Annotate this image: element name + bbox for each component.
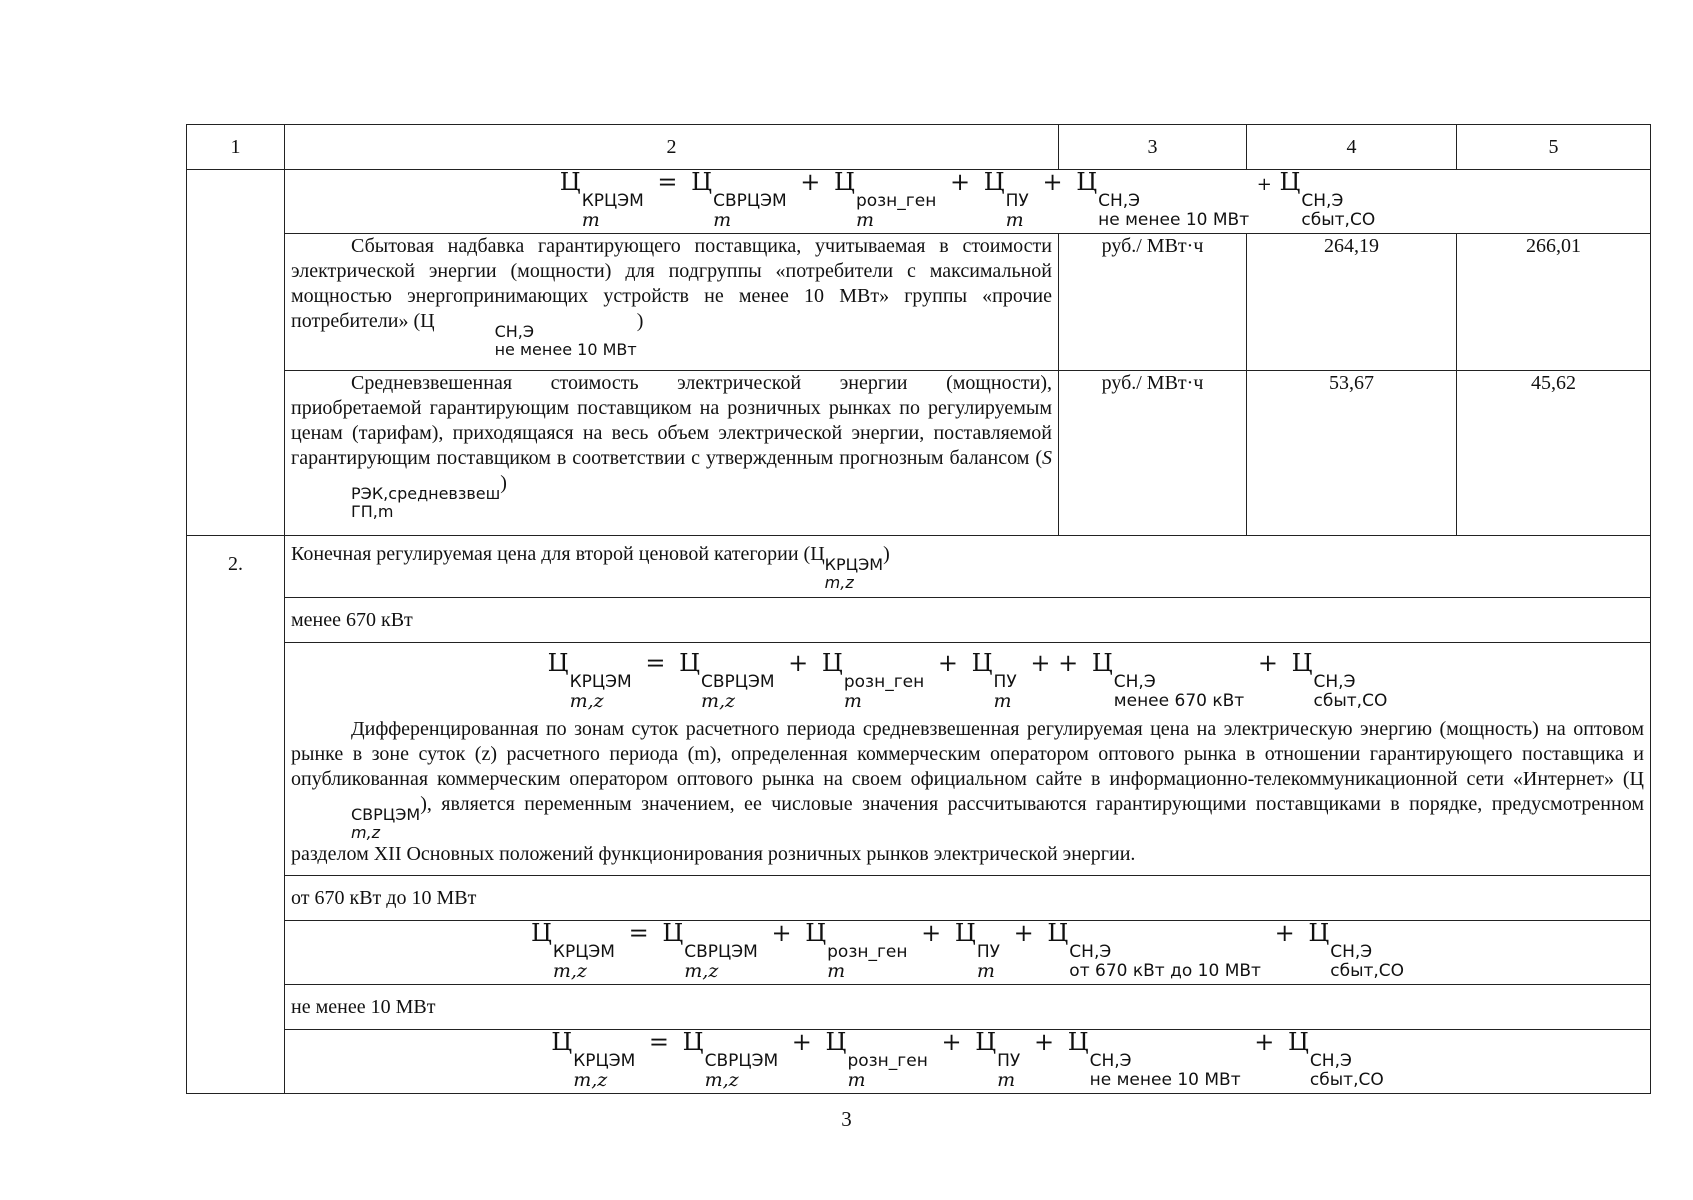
band-less-670-label-row (187, 598, 1651, 643)
header-col-2: 2 (285, 125, 1059, 170)
markup-value-col4: 264,19 (1247, 234, 1457, 371)
band-less-670-formula-row (187, 643, 1651, 876)
header-col-1: 1 (187, 125, 285, 170)
header-col-4: 4 (1247, 125, 1457, 170)
weighted-cost-description: Средневзвешенная стоимость электрической энергии (мощности), приобретаемой гарантирующим поставщиком на розничных рынках по регулируемым ценам (тарифам), приходящаяся на весь объем электрической энергии, поставляемой гарантирующим поставщиком в соответствии с утвержденным прогнозным балансом (S РЭК,средневзвеш ГП,m ) (285, 371, 1059, 536)
band-not-less-10-label: не менее 10 МВт (285, 985, 1651, 1030)
header-col-5: 5 (1457, 125, 1651, 170)
formula-row-1 (187, 170, 1651, 234)
section-2-number: 2. (187, 536, 285, 1094)
markup-value-col5: 266,01 (1457, 234, 1651, 371)
weighted-cost-unit: руб./ МВт·ч (1059, 371, 1247, 536)
tariff-table (186, 124, 1651, 1094)
markup-description: Сбытовая надбавка гарантирующего поставщика, учитываемая в стоимости электрической энергии (мощности) для подгруппы «потребители с максимальной мощностью энергопринимающих устройств не менее 10 МВт» группы «прочие потребители» (Ц СН,Э не менее 10 МВт ) (285, 234, 1059, 371)
band-not-less-10-formula-row (187, 1030, 1651, 1094)
header-row (187, 125, 1651, 170)
band-670-10-label: от 670 кВт до 10 МВт (285, 876, 1651, 921)
section-2-title-row (187, 536, 1651, 598)
weighted-cost-row (187, 371, 1651, 536)
weighted-cost-value-col4: 53,67 (1247, 371, 1457, 536)
band-670-10-formula-row (187, 921, 1651, 985)
band-less-670-label: менее 670 кВт (285, 598, 1651, 643)
formula-band-670-10: Ц КРЦЭМ m,z = Ц СВРЦЭМ m,z + Ц розн_ген m + Ц ПУ m + Ц СН,Э от 670 кВт до 10 МВт + Ц СН,Э сбыт,СО (285, 921, 1651, 985)
formula-krcem-m: Ц КРЦЭМ m = Ц СВРЦЭМ m + Ц розн_ген m + Ц ПУ m + Ц СН,Э не менее 10 МВт + Ц СН,Э сбыт,СО (285, 170, 1651, 234)
header-col-3: 3 (1059, 125, 1247, 170)
weighted-cost-value-col5: 45,62 (1457, 371, 1651, 536)
formula-band-less-670: Ц КРЦЭМ m,z = Ц СВРЦЭМ m,z + Ц розн_ген m + Ц ПУ m + + Ц СН,Э менее 670 кВт + Ц СН,Э сбыт,СО (547, 649, 1388, 712)
formula-band-not-less-10: Ц КРЦЭМ m,z = Ц СВРЦЭМ m,z + Ц розн_ген m + Ц ПУ m + Ц СН,Э не менее 10 МВт + Ц СН,Э сбыт,СО (285, 1030, 1651, 1094)
row-number-cell-1 (187, 170, 285, 536)
markup-unit: руб./ МВт·ч (1059, 234, 1247, 371)
section-2-title: Конечная регулируемая цена для второй ценовой категории (Ц КРЦЭМ m,z ) (285, 536, 1651, 598)
markup-row (187, 234, 1651, 371)
band-less-670-description: Дифференцированная по зонам суток расчетного периода средневзвешенная регулируемая цена на электрическую энергию (мощность) на оптовом рынке в зоне суток (z) расчетного периода (m), определенная коммерческим оператором оптового рынка в отношении гарантирующего поставщика и опубликованная коммерческим оператором оптового рынка на своем официальном сайте в информационно-телекоммуникационной сети «Интернет» (Ц СВРЦЭМ m,z ), является переменным значением, ее числовые значения рассчитываются гарантирующими поставщиками в порядке, предусмотренном разделом XII Основных положений функционирования розничных рынков электрической энергии. (291, 718, 1644, 865)
page-number: 3 (841, 1107, 852, 1131)
band-not-less-10-label-row (187, 985, 1651, 1030)
band-670-10-label-row (187, 876, 1651, 921)
band-less-670-cell (285, 643, 1651, 876)
